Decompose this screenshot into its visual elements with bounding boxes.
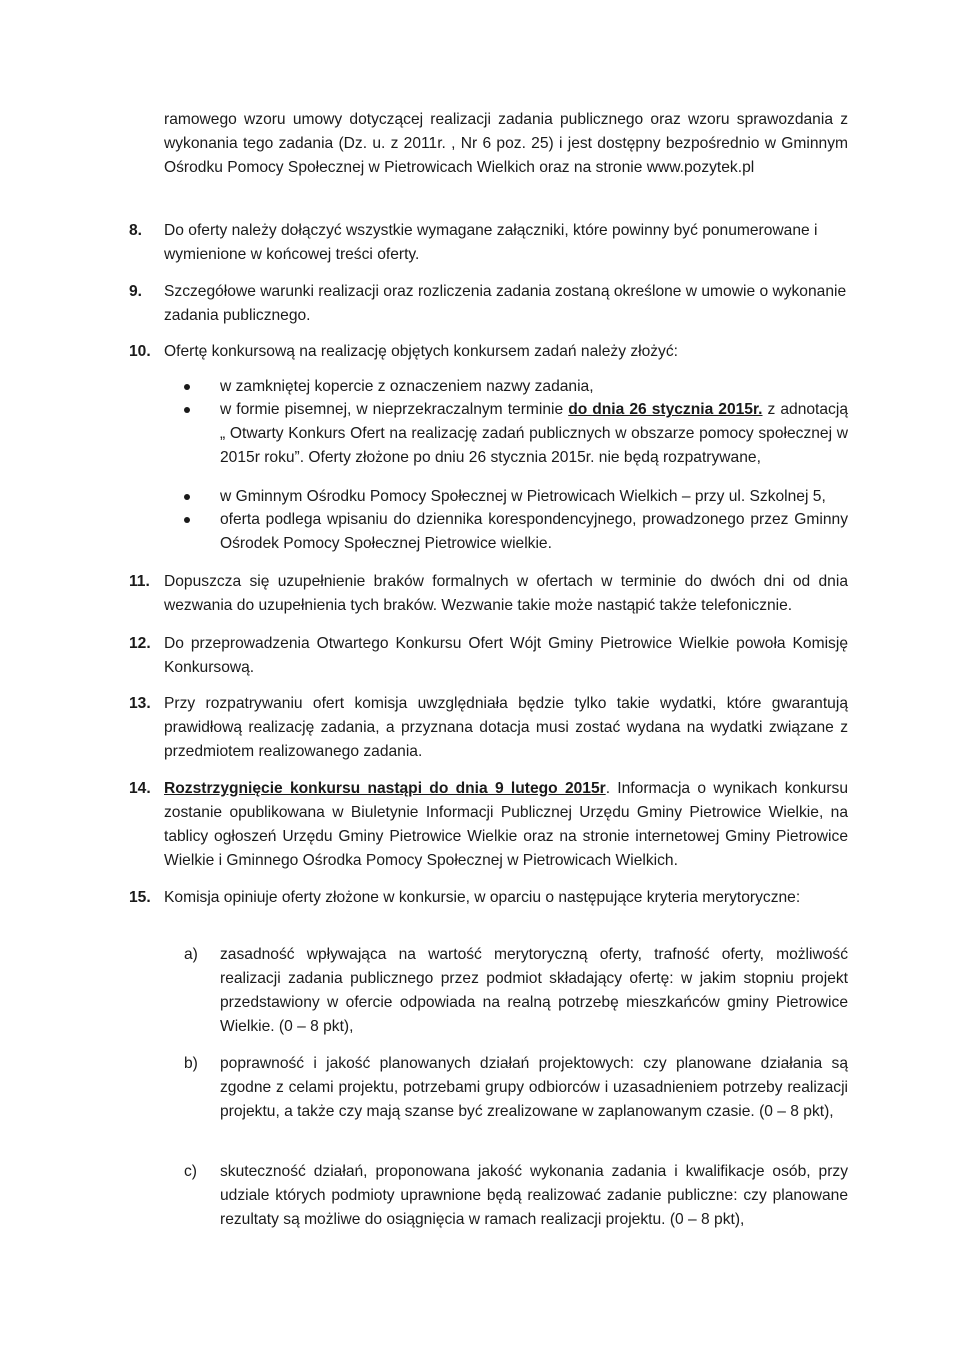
item-8 (129, 219, 848, 267)
bullet-text: oferta podlega wpisaniu do dziennika korespondencyjnego, prowadzonego przez Gminny Ośrodek Pomocy Społecznej Pietrowice wielkie. (220, 511, 848, 552)
bullet-text-pre: w formie pisemnej, w nieprzekraczalnym terminie (220, 401, 569, 418)
bullet-item (184, 398, 848, 470)
item-text: Przy rozpatrywaniu ofert komisja uwzględniała będzie tylko takie wydatki, które gwarantują prawidłową realizację zadania, a przyznana dotacja musi zostać wydana na wydatki związane z przedmiotem realizowanego zadania. (164, 695, 848, 760)
bullet-dot (184, 494, 190, 500)
item-number: 14. (129, 780, 151, 797)
item-14 (129, 777, 848, 873)
item-11 (129, 570, 848, 618)
bullet-text-post: z adnotacją „ Otwarty Konkurs Ofert na realizację zadań publicznych w obszarze pomocy społecznej w 2015r roku”. Oferty złożone po dniu 26 stycznia 2015r. nie będą rozpatrywane, (220, 401, 848, 466)
deadline-date: do dnia 26 stycznia 2015r. (568, 401, 763, 418)
bullet-text: w zamkniętej kopercie z oznaczeniem nazwy zadania, (220, 378, 594, 395)
item-number: 15. (129, 889, 151, 906)
criterion-b (184, 1052, 848, 1124)
bullet-item (184, 485, 848, 509)
item-number: 11. (129, 573, 150, 590)
item-number: 10. (129, 343, 151, 360)
item-number: 8. (129, 222, 143, 239)
criterion-label: b) (184, 1055, 198, 1072)
item-9 (129, 280, 848, 328)
item-13 (129, 692, 848, 764)
resolution-date: Rozstrzygnięcie konkursu nastąpi do dnia 9 lutego 2015r (164, 780, 606, 797)
bullet-dot (184, 407, 190, 413)
bullet-dot (184, 517, 190, 523)
criterion-text: poprawność i jakość planowanych działań projektowych: czy planowane działania są zgodne z celami projektu, potrzebami grupy odbiorców i uzasadnieniem potrzeby realizacji projektu, a także czy mają szanse być zrealizowane w zaplanowanym czasie. (0 – 8 pkt), (220, 1055, 848, 1120)
criterion-a (184, 943, 848, 1039)
item-number: 13. (129, 695, 151, 712)
item-15 (129, 886, 848, 910)
bullet-text: w Gminnym Ośrodku Pomocy Społecznej w Pietrowicach Wielkich – przy ul. Szkolnej 5, (220, 488, 826, 505)
bullet-dot (184, 384, 190, 390)
item-text: Do przeprowadzenia Otwartego Konkursu Ofert Wójt Gminy Pietrowice Wielkie powoła Komisję Konkursową. (164, 635, 848, 676)
item-text: Komisja opiniuje oferty złożone w konkursie, w oparciu o następujące kryteria merytoryczne: (164, 889, 801, 906)
bullet-text (220, 398, 848, 470)
item-10 (129, 340, 848, 364)
item-text: Szczegółowe warunki realizacji oraz rozliczenia zadania zostaną określone w umowie o wykonanie zadania publicznego. (164, 283, 847, 324)
criterion-label: a) (184, 946, 198, 963)
item-text: Do oferty należy dołączyć wszystkie wymagane załączniki, które powinny być ponumerowane i wymienione w końcowej treści oferty. (164, 222, 818, 263)
item-number: 9. (129, 283, 143, 300)
item-12 (129, 632, 848, 680)
item-text-rest: . Informacja o wynikach konkursu zostanie opublikowana w Biuletynie Informacji Publicznej Urzędu Gminy Pietrowice Wielkie, na tablicy ogłoszeń Urzędu Gminy Pietrowice Wielkie oraz na stronie internetowej Gminy Pietrowice Wielkie i Gminnego Ośrodka Pomocy Społecznej w Pietrowicach Wielkich. (164, 780, 848, 869)
intro-paragraph: ramowego wzoru umowy dotyczącej realizacji zadania publicznego oraz wzoru sprawozdania z wykonania tego zadania (Dz. u. z 2011r. , Nr 6 poz. 25) i jest dostępny bezpośrednio w Gminnym Ośrodku Pomocy Społecznej w Pietrowicach Wielkich oraz na stronie www.pozytek.pl (164, 111, 848, 176)
bullet-item (184, 508, 848, 556)
bullet-item (184, 375, 848, 399)
criterion-text: zasadność wpływająca na wartość merytoryczną oferty, trafność oferty, możliwość realizacji zadania publicznego przez podmiot składający ofertę: w jakim stopniu projekt przedstawiony w ofercie odpowiada na realną potrzebę mieszkańców gminy Pietrowice Wielkie. (0 – 8 pkt), (220, 946, 848, 1035)
item-number: 12. (129, 635, 151, 652)
item-text: Dopuszcza się uzupełnienie braków formalnych w ofertach w terminie do dwóch dni od dnia wezwania do uzupełnienia tych braków. Wezwanie takie może nastąpić także telefonicznie. (164, 573, 848, 614)
item-text: Ofertę konkursową na realizację objętych konkursem zadań należy złożyć: (164, 343, 678, 360)
criterion-text: skuteczność działań, proponowana jakość wykonania zadania i kwalifikacje osób, przy udziale których podmioty uprawnione będą realizować zadanie publiczne: czy planowane rezultaty są możliwe do osiągnięcia w ramach realizacji projektu. (0 – 8 pkt), (220, 1163, 848, 1228)
item-text (164, 777, 848, 873)
criterion-c (184, 1160, 848, 1232)
criterion-label: c) (184, 1163, 197, 1180)
